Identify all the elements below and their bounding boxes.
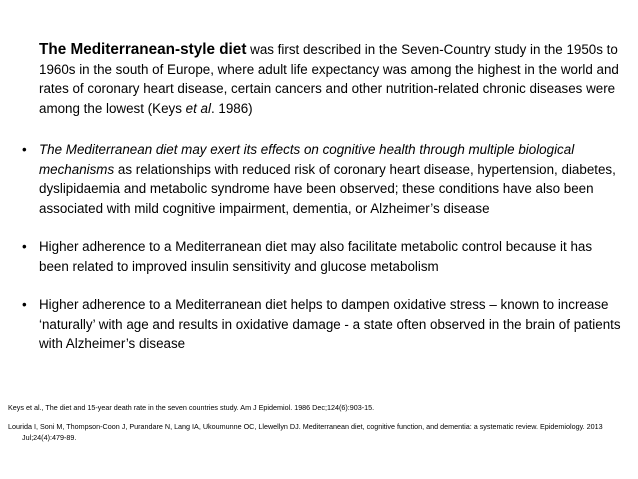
- bullet-dot-icon: •: [22, 142, 27, 157]
- bullet-item: [22, 140, 622, 218]
- bullet-item: [22, 295, 622, 354]
- bullet-dot-icon: •: [22, 239, 27, 254]
- bullet-item: [22, 237, 622, 276]
- intro-italic: et al: [185, 100, 211, 116]
- bullet-text: Higher adherence to a Mediterranean diet may also facilitate metabolic control because it has been related to improved insulin sensitivity and glucose metabolism: [39, 239, 593, 274]
- intro-paragraph: [39, 40, 619, 118]
- intro-text: was first described in the Seven-Country study in the 1950s to 1960s in the south of Europe, where adult life expectancy was among the highest in the world and rates of coronary heart disease, certain cancers and other nutrition-related chronic diseases were among the lowest (Keys: [39, 42, 619, 116]
- reference-item: Lourida I, Soni M, Thompson-Coon J, Purandare N, Lang IA, Ukoumunne OC, Llewellyn DJ. Mediterranean diet, cognitive function, and dementia: a systematic review. Epidemiology. 2013 Jul;24(4):479-89.: [8, 422, 603, 442]
- bullet-dot-icon: •: [22, 297, 27, 312]
- intro-text-end: . 1986): [210, 100, 253, 116]
- bullet-text: Higher adherence to a Mediterranean diet helps to dampen oxidative stress – known to increase ‘naturally’ with age and results in oxidative damage - a state often observed in the brain of patients with Alzheimer’s disease: [39, 297, 621, 351]
- bullet-text: as relationships with reduced risk of coronary heart disease, hypertension, diabetes, dyslipidaemia and metabolic syndrome have been observed; these conditions have also been associated with mild cognitive impairment, dementia, or Alzheimer’s disease: [39, 161, 616, 216]
- references: [8, 402, 618, 451]
- bullet-italic: The Mediterranean diet may exert its effects on cognitive health through multiple biological mechanisms: [39, 142, 575, 177]
- bullet-list: [22, 140, 622, 373]
- intro-lead: The Mediterranean-style diet: [39, 41, 247, 58]
- reference-item: Keys et al., The diet and 15-year death rate in the seven countries study. Am J Epidemiol. 1986 Dec;124(6):903-15.: [8, 403, 375, 412]
